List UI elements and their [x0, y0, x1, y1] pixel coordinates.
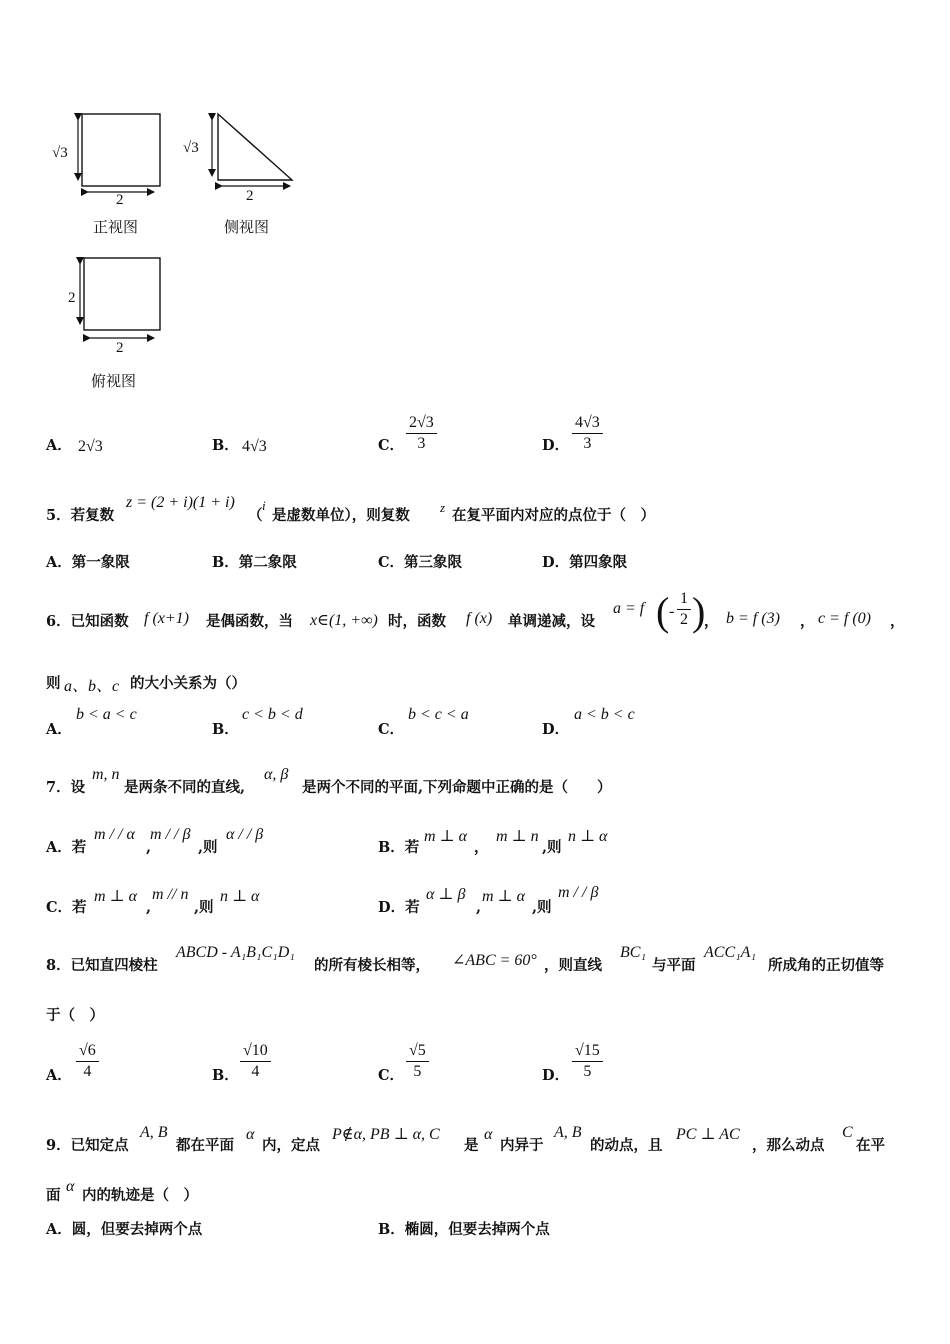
q4-option-d-num: 4√3 [575, 414, 600, 431]
q8-solid: ABCD - A₁B₁C₁D₁ [176, 944, 295, 961]
q5-z-symbol: z [440, 500, 446, 515]
q5-i-symbol: i [262, 498, 266, 513]
q9-text-7: ，那么动点 [752, 1137, 825, 1154]
q7-option-a-cond1: m / / α [94, 826, 135, 843]
q7-option-d-sep1: , [476, 899, 482, 916]
q7-mn: m, n [92, 766, 120, 783]
q9-AB-2: A, B [554, 1124, 582, 1141]
q6-text-3: 时，函数 [388, 613, 446, 630]
q6-option-a-expr: b < a < c [76, 706, 137, 723]
top-view-caption: 俯视图 [91, 372, 137, 390]
q9-text-6: 的动点，且 [590, 1137, 663, 1154]
q9-cond: P∉α, PB ⊥ α, C [332, 1126, 440, 1143]
q9-AB: A, B [140, 1124, 168, 1141]
q5-option-d: D．第四象限 [542, 554, 628, 571]
q7-option-d-cond2: m ⊥ α [482, 888, 525, 905]
q7-option-a-sep2: ,则 [198, 839, 218, 856]
q6-comma-3: ， [890, 613, 905, 630]
q9-text-4: 是 [464, 1137, 479, 1154]
side-width-label: 2 [246, 188, 254, 204]
q6-comma-1: ， [704, 613, 719, 630]
q9-alpha: α [246, 1126, 255, 1143]
q5-option-b: B．第二象限 [212, 554, 297, 571]
q6-option-a-letter: A． [46, 721, 72, 738]
q8-text-4: 与平面 [652, 957, 696, 974]
q8-option-d-den: 5 [583, 1063, 592, 1080]
q4-option-d-fraction [572, 414, 603, 453]
q9-perp: PC ⊥ AC [676, 1126, 740, 1143]
q7-option-a-cond2: m / / β [150, 826, 191, 843]
q8-line2: 于（ ） [46, 1007, 104, 1024]
fraction-bar [572, 433, 603, 434]
q7-option-c-result: n ⊥ α [220, 888, 260, 905]
front-width-label: 2 [116, 192, 124, 208]
q7-option-b-letter: B．若 [378, 839, 420, 856]
q6-option-c-expr: b < c < a [408, 706, 469, 723]
q9-text-1: 9．已知定点 [46, 1137, 129, 1154]
q6-interval: x∈(1, +∞) [310, 612, 378, 629]
q4-option-a-value: 2√3 [78, 438, 103, 455]
q4-option-c-letter: C． [378, 437, 405, 454]
top-view-rect [84, 258, 160, 330]
q9-alpha-2: α [484, 1126, 493, 1143]
q7-text-2: 是两条不同的直线, [124, 779, 246, 796]
q7-option-c-cond2: m // n [152, 886, 189, 903]
q7-option-c-sep1: , [146, 899, 152, 916]
q8-option-b-den: 4 [251, 1063, 260, 1080]
q7-text-3: 是两个不同的平面,下列命题中正确的是（ ） [302, 779, 612, 796]
q7-option-d-sep2: ,则 [532, 899, 552, 916]
q6-text-1: 6．已知函数 [46, 613, 129, 630]
q8-option-c-letter: C． [378, 1067, 405, 1084]
q7-option-a-result: α / / β [226, 826, 264, 843]
q8-angle: ∠ABC = 60° [452, 952, 537, 969]
q5-text-1: 5．若复数 [46, 507, 115, 524]
q8-option-a-den: 4 [83, 1063, 92, 1080]
q7-option-b-sep1: ， [474, 839, 489, 856]
q6-line2-b: 的大小关系为（） [130, 675, 246, 692]
q8-text-2: 的所有棱长相等， [314, 957, 430, 974]
q7-option-b-cond1: m ⊥ α [424, 828, 467, 845]
q5-text-3: 是虚数单位），则复数 [272, 507, 410, 524]
q6-abc: a、b、c [64, 678, 120, 695]
q4-option-a-letter: A． [46, 437, 72, 454]
q4-option-c-num: 2√3 [409, 414, 434, 431]
q6-c-def: c = f (0) [818, 610, 871, 627]
q9-option-a: A．圆，但要去掉两个点 [46, 1221, 203, 1238]
q8-text-3: ，则直线 [544, 957, 602, 974]
q7-option-b-cond2: m ⊥ n [496, 828, 539, 845]
q7-option-d-letter: D．若 [378, 899, 420, 916]
fraction-bar [240, 1061, 271, 1062]
q6-f-x: f (x) [466, 610, 493, 627]
top-height-label: 2 [68, 290, 76, 306]
q5-option-a: A．第一象限 [46, 554, 130, 571]
q9-option-b: B．椭圆，但要去掉两个点 [378, 1221, 550, 1238]
front-view-rect [82, 114, 160, 186]
q6-half-den: 2 [680, 611, 688, 628]
q7-text-1: 7．设 [46, 779, 86, 796]
q9-text-5: 内异于 [500, 1137, 544, 1154]
q8-option-d-letter: D． [542, 1067, 570, 1084]
q7-option-b-sep2: ,则 [542, 839, 562, 856]
q4-option-c-den: 3 [417, 435, 426, 452]
side-height-label: √3 [183, 140, 199, 156]
three-view-figure [40, 100, 320, 400]
q6-comma-2: ， [800, 613, 815, 630]
q6-half-fraction [677, 590, 691, 629]
q9-text-2: 都在平面 [176, 1137, 234, 1154]
fraction-bar [406, 433, 437, 434]
q9-line2-a: 面 [46, 1187, 61, 1204]
q6-text-4: 单调递减，设 [508, 613, 595, 630]
q5-option-c: C．第三象限 [378, 554, 463, 571]
q8-option-a-fraction [76, 1042, 99, 1081]
q7-option-a-sep1: , [146, 839, 152, 856]
q6-b-def: b = f (3) [726, 610, 780, 627]
q4-option-d-den: 3 [583, 435, 592, 452]
q7-option-c-letter: C．若 [46, 899, 87, 916]
q6-left-paren: ( [656, 589, 670, 634]
q6-option-c-letter: C． [378, 721, 405, 738]
q9-C: C [842, 1124, 853, 1141]
q8-option-c-den: 5 [413, 1063, 422, 1080]
q4-option-b-value: 4√3 [242, 438, 267, 455]
q4-option-c-fraction [406, 414, 437, 453]
fraction-bar [572, 1061, 603, 1062]
fraction-bar [76, 1061, 99, 1062]
q8-text-5: 所成角的正切值等 [768, 957, 884, 974]
q6-option-b-letter: B． [212, 721, 239, 738]
fraction-bar [406, 1061, 429, 1062]
q6-text-2: 是偶函数，当 [206, 613, 293, 630]
side-view-triangle [218, 114, 292, 180]
q8-line-bc1: BC₁ [620, 944, 647, 961]
q4-option-d-letter: D． [542, 437, 570, 454]
q7-alpha-beta: α, β [264, 766, 289, 783]
q4-option-b-letter: B． [212, 437, 239, 454]
q9-line2-b: 内的轨迹是（ ） [82, 1187, 198, 1204]
q8-option-c-num: √5 [409, 1042, 426, 1059]
q8-option-a-num: √6 [79, 1042, 96, 1059]
q6-option-d-letter: D． [542, 721, 570, 738]
front-height-label: √3 [52, 145, 68, 161]
side-view-caption: 侧视图 [224, 218, 270, 236]
q6-option-d-expr: a < b < c [574, 706, 635, 723]
q6-minus: - [669, 603, 675, 620]
top-width-label: 2 [116, 340, 124, 356]
front-view-caption: 正视图 [93, 218, 139, 236]
q6-a-def: a = f [613, 600, 645, 617]
q9-text-8: 在平 [856, 1137, 885, 1154]
q6-f-x-plus-1: f (x+1) [144, 610, 189, 627]
q8-text-1: 8．已知直四棱柱 [46, 957, 158, 974]
q6-option-b-expr: c < b < d [242, 706, 303, 723]
q8-option-d-fraction [572, 1042, 603, 1081]
q7-option-c-cond1: m ⊥ α [94, 888, 137, 905]
q7-option-d-result: m / / β [558, 884, 599, 901]
q7-option-d-cond1: α ⊥ β [426, 886, 466, 903]
q5-text-2: （ [248, 507, 263, 524]
q9-text-3: 内，定点 [262, 1137, 320, 1154]
q6-half-num: 1 [680, 590, 688, 607]
q6-right-paren: ) [692, 589, 706, 634]
q7-option-b-result: n ⊥ α [568, 828, 608, 845]
q8-option-b-letter: B． [212, 1067, 239, 1084]
q8-option-b-num: √10 [243, 1042, 268, 1059]
fraction-bar [677, 609, 691, 610]
q7-option-c-sep2: ,则 [194, 899, 214, 916]
q5-formula: z = (2 + i)(1 + i) [126, 494, 235, 511]
q7-option-a-letter: A．若 [46, 839, 87, 856]
q6-line2-a: 则 [46, 675, 61, 692]
q8-option-b-fraction [240, 1042, 271, 1081]
q8-option-a-letter: A． [46, 1067, 72, 1084]
q8-plane: ACC₁A₁ [704, 944, 757, 961]
q8-option-d-num: √15 [575, 1042, 600, 1059]
q9-alpha-3: α [66, 1178, 75, 1195]
q8-option-c-fraction [406, 1042, 429, 1081]
q5-text-4: 在复平面内对应的点位于（ ） [452, 507, 655, 524]
